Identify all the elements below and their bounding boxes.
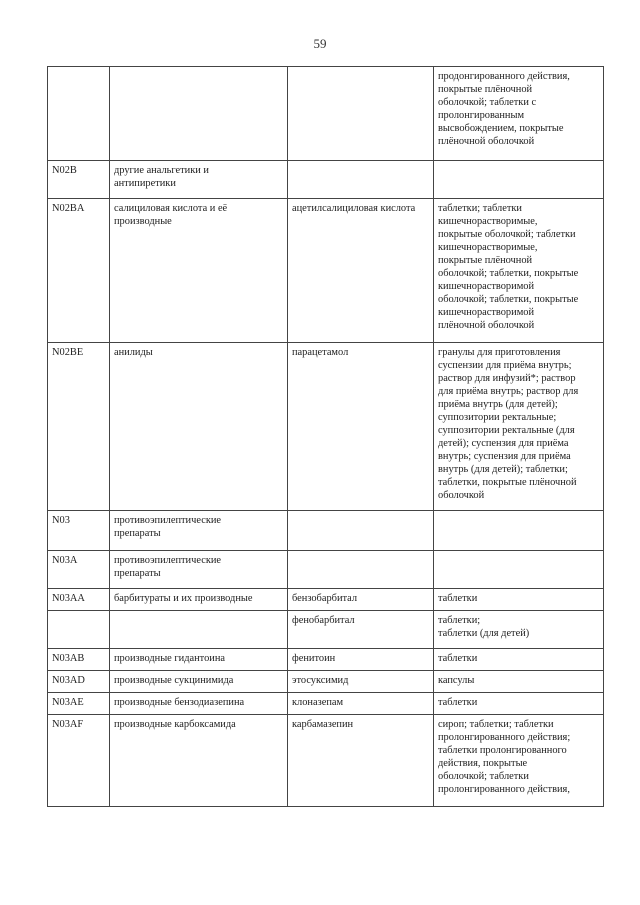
drug-name-cell [288,199,434,343]
atc-code-cell [48,693,110,715]
dosage-forms-cell-line: суспензии для приёма внутрь; [438,360,572,371]
dosage-forms-cell-line: оболочкой [438,490,485,501]
table-row [48,551,604,589]
atc-code-cell [48,611,110,649]
group-name-cell-line: противоэпилептические [114,515,222,526]
dosage-forms-cell-line: гранулы для приготовления [438,347,561,358]
dosage-forms-cell-line: пролонгированного действия, [438,784,570,795]
drug-name-cell [288,611,434,649]
group-name-cell-line: другие анальгетики и [114,165,209,176]
dosage-forms-cell-line: для приёма внутрь; раствор для [438,386,579,397]
dosage-forms-cell [434,693,604,715]
dosage-forms-cell-line: покрытые плёночной [438,84,533,95]
dosage-forms-cell-line: кишечнорастворимые, [438,242,538,253]
drug-name-cell [288,551,434,589]
dosage-forms-cell-line: плёночной оболочкой [438,136,535,147]
drug-name-cell-text: этосуксимид [292,675,349,686]
drug-name-cell-text: карбамазепин [292,719,354,730]
dosage-forms-cell-line: детей); суспензия для приёма [438,438,569,449]
dosage-forms-cell-line: пролонгированным [438,110,525,121]
table-row [48,589,604,611]
dosage-forms-cell-line: покрытые плёночной [438,255,533,266]
group-name-cell [110,199,288,343]
table-row [48,649,604,671]
dosage-forms-cell [434,199,604,343]
dosage-forms-cell-line: суппозитории ректальные (для [438,425,575,436]
table-row [48,161,604,199]
drug-name-cell [288,511,434,551]
group-name-cell [110,161,288,199]
dosage-forms-cell-line: оболочкой; таблетки, покрытые [438,268,579,279]
atc-code-cell-text: N03AF [52,719,84,730]
group-name-cell [110,511,288,551]
group-name-cell [110,343,288,511]
dosage-forms-cell-line: высвобождением, покрытые [438,123,564,134]
group-name-cell-line: барбитураты и их производные [114,593,253,604]
atc-code-cell [48,589,110,611]
dosage-forms-cell [434,343,604,511]
drug-name-cell [288,67,434,161]
drug-name-cell-text: ацетилсалициловая кислота [292,203,416,214]
atc-code-cell-text: N02B [52,165,77,176]
atc-code-cell [48,511,110,551]
dosage-forms-cell-line: пролонгированного действия; [438,732,571,743]
dosage-forms-cell-line: внутрь; суспензия для приёма [438,451,571,462]
table-row [48,671,604,693]
group-name-cell [110,589,288,611]
group-name-cell-line: производные [114,216,172,227]
dosage-forms-cell-line: таблетки пролонгированного [438,745,567,756]
dosage-forms-cell-line: приёма внутрь (для детей); [438,399,558,410]
dosage-forms-cell-line: продонгированного действия, [438,71,570,82]
drug-name-cell [288,343,434,511]
group-name-cell [110,551,288,589]
drug-name-cell [288,693,434,715]
table-row [48,511,604,551]
drug-name-cell [288,671,434,693]
dosage-forms-cell-line: таблетки, покрытые плёночной [438,477,577,488]
drug-name-cell-text: фенобарбитал [292,615,355,626]
group-name-cell-line: производные карбоксамида [114,719,236,730]
atc-code-cell-text: N02BA [52,203,85,214]
atc-code-cell-text: N03A [52,555,78,566]
drug-name-cell [288,589,434,611]
group-name-cell-line: производные бензодиазепина [114,697,245,708]
atc-code-cell [48,671,110,693]
dosage-forms-cell-line: таблетки; [438,615,481,626]
group-name-cell [110,715,288,807]
dosage-forms-cell [434,589,604,611]
group-name-cell-line: производные сукцинимида [114,675,234,686]
dosage-forms-cell-line: оболочкой; таблетки с [438,97,537,108]
atc-code-cell-text: N03 [52,515,70,526]
dosage-forms-cell-line: кишечнорастворимой [438,281,535,292]
atc-code-cell-text: N03AD [52,675,85,686]
atc-code-cell [48,67,110,161]
group-name-cell [110,67,288,161]
dosage-forms-cell-line: кишечнорастворимые, [438,216,538,227]
group-name-cell-line: антипиретики [114,178,176,189]
table-row [48,199,604,343]
dosage-forms-cell-line: кишечнорастворимой [438,307,535,318]
group-name-cell-line: препараты [114,528,161,539]
group-name-cell [110,649,288,671]
atc-code-cell [48,161,110,199]
group-name-cell-line: препараты [114,568,161,579]
dosage-forms-cell-line: оболочкой; таблетки, покрытые [438,294,579,305]
dosage-forms-cell-line: капсулы [438,675,475,686]
drug-name-cell [288,649,434,671]
atc-code-cell-text: N03AB [52,653,85,664]
group-name-cell-line: салициловая кислота и её [114,203,228,214]
atc-code-cell-text: N03AE [52,697,84,708]
dosage-forms-cell-line: плёночной оболочкой [438,320,535,331]
dosage-forms-cell-line: таблетки (для детей) [438,628,530,639]
group-name-cell-line: анилиды [114,347,153,358]
dosage-forms-cell [434,511,604,551]
atc-code-cell-text: N02BE [52,347,84,358]
group-name-cell-line: производные гидантоина [114,653,225,664]
group-name-cell-line: противоэпилептические [114,555,222,566]
dosage-forms-cell-line: покрытые оболочкой; таблетки [438,229,576,240]
dosage-forms-cell [434,161,604,199]
atc-table [47,66,604,807]
drug-name-cell-text: бензобарбитал [292,593,358,604]
atc-code-cell [48,199,110,343]
dosage-forms-cell [434,671,604,693]
table-row [48,693,604,715]
group-name-cell [110,671,288,693]
dosage-forms-cell [434,551,604,589]
atc-code-cell-text: N03AA [52,593,85,604]
drug-name-cell [288,161,434,199]
atc-code-cell [48,649,110,671]
dosage-forms-cell-line: сироп; таблетки; таблетки [438,719,554,730]
dosage-forms-cell [434,611,604,649]
page-number: 59 [313,36,327,51]
dosage-forms-cell-line: действия, покрытые [438,758,528,769]
dosage-forms-cell-line: таблетки [438,653,478,664]
dosage-forms-cell-line: таблетки [438,593,478,604]
atc-code-cell [48,551,110,589]
group-name-cell [110,611,288,649]
dosage-forms-cell [434,649,604,671]
dosage-forms-cell [434,67,604,161]
table-row [48,67,604,161]
dosage-forms-cell-line: оболочкой; таблетки [438,771,529,782]
atc-table-body [48,67,604,807]
table-row [48,715,604,807]
drug-name-cell [288,715,434,807]
drug-name-cell-text: клоназепам [292,697,344,708]
atc-code-cell [48,715,110,807]
dosage-forms-cell-line: раствор для инфузий*; раствор [438,373,576,384]
dosage-forms-cell-line: суппозитории ректальные; [438,412,557,423]
drug-name-cell-text: фенитоин [292,653,336,664]
dosage-forms-cell [434,715,604,807]
dosage-forms-cell-line: таблетки; таблетки [438,203,522,214]
group-name-cell [110,693,288,715]
table-row [48,343,604,511]
dosage-forms-cell-line: таблетки [438,697,478,708]
dosage-forms-cell-line: внутрь (для детей); таблетки; [438,464,568,475]
table-row [48,611,604,649]
drug-name-cell-text: парацетамол [292,347,349,358]
atc-code-cell [48,343,110,511]
